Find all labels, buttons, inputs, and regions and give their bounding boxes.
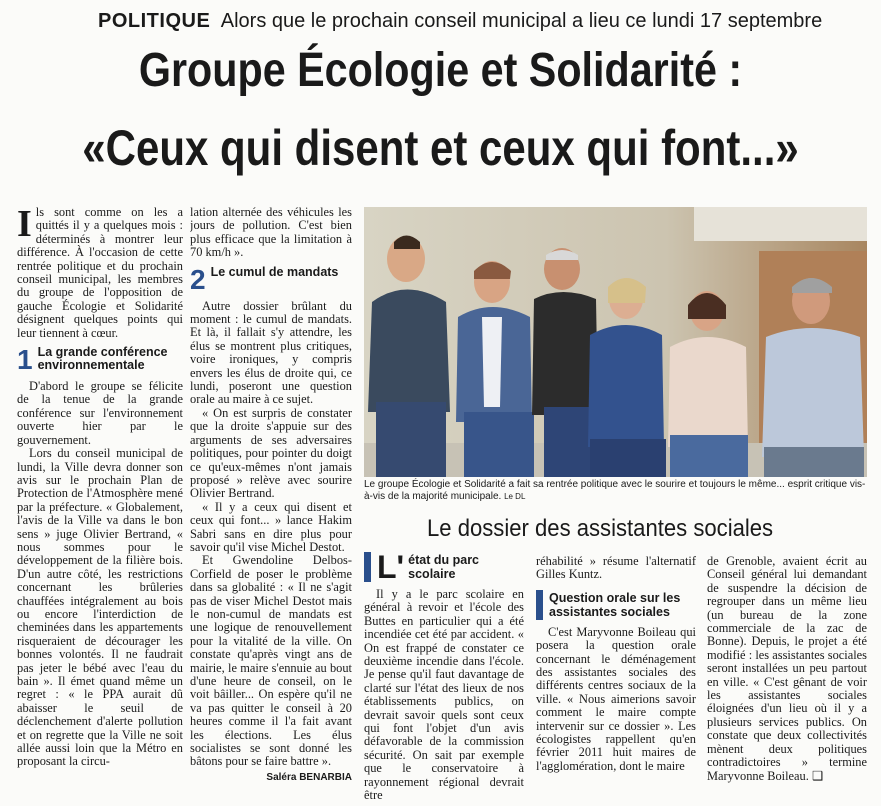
section-heading-4 [536, 590, 696, 620]
paragraph: « Il y a ceux qui disent et ceux qui font... » lance Hakim Sabri sans en dire plus pour savoir qu'il vise Michel Destot. [190, 499, 352, 554]
section-title-3: état du parc scolaire [408, 553, 480, 581]
section-number-1: 1 [17, 344, 33, 376]
paragraph: lation alternée des véhicules les jours de pollution. C'est bien plus efficace que la limitation à 70 km/h ». [190, 206, 352, 260]
kicker [98, 8, 878, 34]
section-heading-2 [190, 263, 352, 295]
kicker-subtitle: Alors que le prochain conseil municipal a lieu ce lundi 17 septembre [220, 10, 823, 32]
article-column-3 [364, 552, 524, 806]
drop-cap: I [17, 206, 32, 245]
headline-line-2: «Ceux qui disent et ceux qui font...» [82, 120, 799, 176]
accent-bar [364, 552, 371, 582]
article-column-5 [707, 555, 867, 806]
caption-text: Le groupe Écologie et Solidarité a fait sa rentrée politique avec le sourire et toujours le même... esprit critique vis-à-vis de la majorité municipale. [364, 479, 866, 502]
section-number-2: 2 [190, 263, 206, 295]
author-signature: Saléra BENARBIA [266, 771, 352, 783]
paragraph: « On est surpris de constater que la droite s'appuie sur des arguments de ses adversaires politiques, pour pointer du doigt ce qu'eux-mêmes n'ont jamais proposé » relève avec sourire Olivier Bertrand. [190, 405, 352, 501]
paragraph: Autre dossier brûlant du moment : le cumul de mandats. Et là, il fallait s'y attendre, les élus se montrent plus critiques, voire ironiques, y compris envers les élus de droite qui, ce lundi, poseront une question orale au maire à ce sujet. [190, 298, 352, 407]
headline-line-1: Groupe Écologie et Solidarité : [138, 44, 743, 97]
section-heading-3 [364, 552, 524, 585]
photo-credit: Le DL [504, 492, 526, 501]
paragraph: de Grenoble, avaient écrit au Conseil général lui demandant de suspendre la décision de regrouper dans un même lieu (un bureau de la zone commerciale de la zac de Bonne). Depuis, le projet a été modifié : les assistantes sociales seront installées un peu partout en ville. « C'est gênant de voir les assistantes sociales éloignées d'un lieu où il y a plusieurs services publics. On constate que deux collectivités mènent deux politiques contradictoires » termine Maryvonne Boileau. ❑ [707, 555, 867, 783]
paragraph: réhabilité » résume l'alternatif Gilles Kuntz. [536, 555, 696, 582]
article-column-4 [536, 555, 696, 806]
section-title-1: La grande conférence environnementale [37, 345, 168, 373]
paragraph: Il y a le parc scolaire en général à revoir et l'école des Buttes en particulier qui a été incendiée cet été par accident. « On est frappé de constater ce deuxième incendie dans l'école. Je pense qu'il faut davantage de clarté sur l'état des lieux de nos établissements publics, on devrait savoir quels sont ceux qui font l'objet d'un avis défavorable de la commission sécurité. On sait par exemple que le conservatoire à rayonnement régional devrait être [364, 587, 524, 803]
article-column-2 [190, 206, 352, 806]
section-title-4: Question orale sur les assistantes sociales [549, 590, 681, 619]
paragraph: Lors du conseil municipal de lundi, la Ville devra donner son avis sur le prochain Plan de Protection de l'Atmosphère mené par la préfecture. « Globalement, l'avis de la Ville va dans le bon sens » juge Olivier Bertrand, « nous sommes pour le développement de la filière bois. D'un autre côté, les restrictions concernant les brûleries chauffées intégralement au bois ou encore l'interdiction de cheminées dans les appartements risqueraient de décourager les bonnes volontés. Il ne faudrait pas jeter le bébé avec l'eau du bain ». Il émet quand même un regret : « le PPA aurait dû abaisser le seuil de déclenchement d'alerte pollution et on regrette que la Ville ne soit allée aussi loin que la Métro en proposant la circu- [17, 446, 183, 769]
section-rubric: POLITIQUE [98, 10, 211, 32]
box-headline: Le dossier des assistantes sociales [427, 515, 774, 542]
drop-letter: L' [377, 552, 405, 585]
section-heading-1 [17, 346, 183, 374]
paragraph: D'abord le groupe se félicite de la tenue de la grande conférence sur l'environnement ouverte hier par le gouvernement. [17, 379, 183, 447]
accent-bar [536, 590, 543, 620]
article-column-1 [17, 206, 183, 806]
intro-paragraph: Ils sont comme on les a quittés il y a quelques mois : déterminés à montrer leur différence. À l'occasion de cette rentrée politique et du prochain conseil municipal, les membres du groupe de l'opposition de gauche Écologie et Solidarité désignent quelques points qui leur tiennent à cœur. [17, 206, 183, 340]
section-title-2: Le cumul de mandats [210, 264, 339, 279]
group-photo [364, 207, 867, 477]
paragraph: C'est Maryvonne Boileau qui posera la question orale concernant le déménagement des assistantes sociales des différents centres sociaux de la ville. « Nous aimerions savoir comment le maire compte intervenir sur ce dossier ». Les écologistes rappellent qu'en février 2011 huit maires de l'agglomération, dont le maire [536, 624, 696, 773]
photo-caption [364, 479, 867, 503]
paragraph: Et Gwendoline Delbos-Corfield de poser le problème dans sa globalité : « Il ne s'agit pas de viser Michel Destot mais le non-cumul de mandats est une logique de renouvellement pour la vitalité de la ville. On constate qu'après vingt ans de mairie, le maire s'ennuie au bout d'une heure de conseil, on le voit bâiller... On espère qu'il ne va pas quitter le conseil à 20 heures comme il l'a fait avant les élections. Les élus socialistes se sont donné les bâtons pour se faire battre ». [190, 553, 352, 769]
end-mark-icon: ❑ [811, 768, 824, 783]
